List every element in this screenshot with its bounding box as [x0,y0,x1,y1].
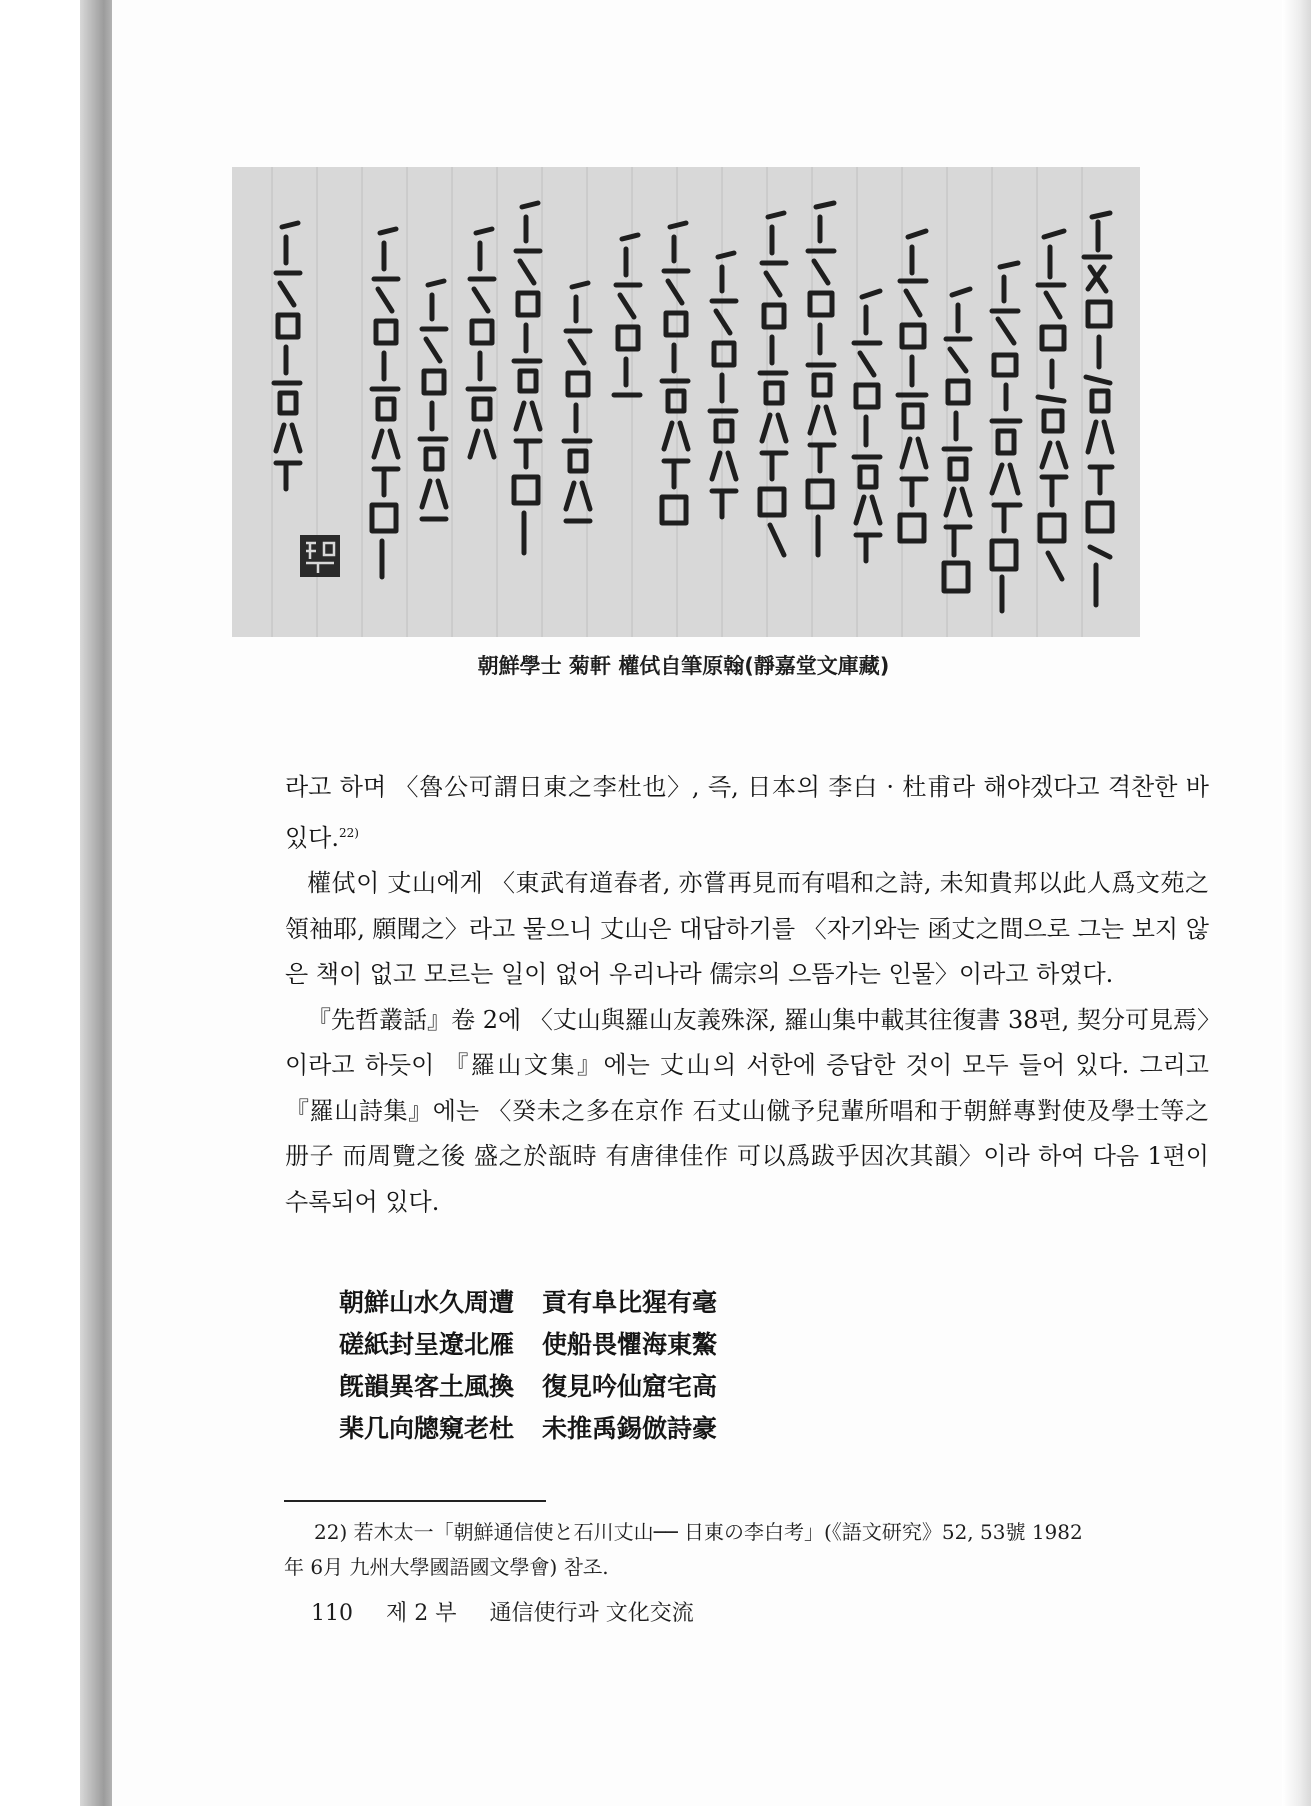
poem-verse: 復見吟仙窟宅高 [542,1372,718,1401]
poem-verse: 朝鮮山水久周遭 [339,1288,515,1317]
section-title: 通信使行과 文化交流 [489,1601,694,1626]
calligraphy-manuscript-image [232,167,1140,637]
poem-verse: 磋紙封呈遼北雁 [339,1330,515,1359]
part-label: 제 2 부 [386,1601,457,1626]
poem-line [339,1366,717,1408]
paragraph-2: 權侙이 丈山에게 〈東武有道春者, 亦嘗再見而有唱和之詩, 未知貴邦以此人爲文苑之領袖耶, 願聞之〉라고 물으니 丈山은 대답하기를 〈자기와는 函丈之間으로 그는 보지 않은 책이 없고 모르는 일이 없어 우리나라 儒宗의 으뜸가는 인물〉이라고 하였다. [285,869,1209,988]
poem-verse: 旣韻異客土風換 [339,1372,515,1401]
paragraph-1-text: 라고 하며 〈魯公可謂日東之李杜也〉, 즉, 日本의 李白 · 杜甫라 해야겠다고 격찬한 바 있다. [285,773,1209,852]
page [112,0,1282,1806]
poem [339,1282,717,1450]
poem-verse: 未推禹錫倣詩豪 [542,1414,718,1443]
paragraph-1 [285,765,1209,861]
body-text [285,765,1209,1225]
footnote-divider [284,1500,546,1502]
poem-verse: 貢有阜比猩有毫 [542,1288,718,1317]
poem-line [339,1324,717,1366]
poem-line [339,1282,717,1324]
footnote-ref: 22) [339,825,359,840]
poem-verse: 棐几向牕窺老杜 [339,1414,515,1443]
page-edge-left [80,0,114,1806]
paragraph-3: 『先哲叢話』卷 2에 〈丈山與羅山友義殊深, 羅山集中載其往復書 38편, 契分可見焉〉이라고 하듯이 『羅山文集』에는 丈山의 서한에 증답한 것이 모두 들어 있다. 그리고 『羅山詩集』에는 〈癸未之多在京作 石丈山僦予兒輩所唱和于朝鮮專對使及學士等之册子 而周覽之後 盛之於瓿時 有唐律佳作 可以爲跋乎因次其韻〉이라 하여 다음 1편이 수록되어 있다. [285,1005,1209,1216]
poem-line [339,1408,717,1450]
poem-verse: 使船畏懼海東鰲 [542,1330,718,1359]
page-number: 110 [311,1601,353,1626]
footnote-line-2: 年 6月 九州大學國語國文學會) 참조. [284,1555,609,1579]
page-edge-right [1283,0,1311,1806]
footnote-line-1: 22) 若木太一「朝鮮通信使と石川丈山── 日東の李白考」(《語文研究》52, 53號 1982 [314,1520,1083,1544]
footnote [284,1515,1214,1585]
figure-caption: 朝鮮學士 菊軒 權侙自筆原翰(靜嘉堂文庫藏) [477,654,890,678]
page-footer [311,1596,720,1627]
